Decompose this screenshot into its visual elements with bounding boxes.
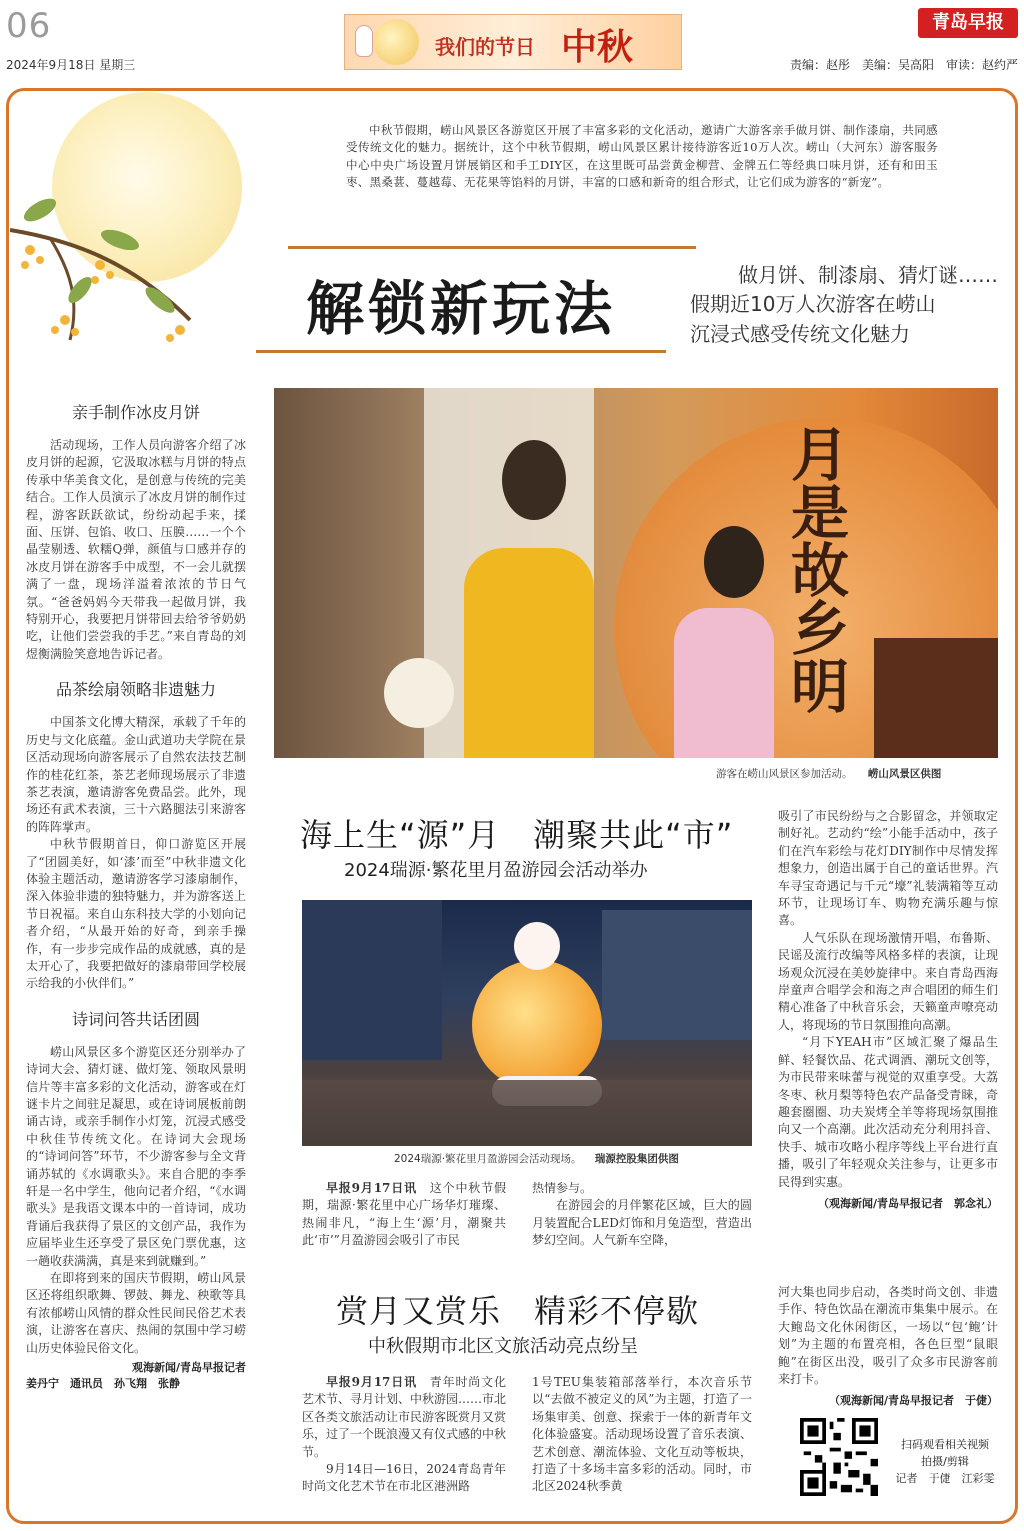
section-heading-tea-fan: 品茶绘扇领略非遗魅力 [55, 680, 216, 700]
title-rule-top [288, 246, 696, 249]
article2-text-3b: 人气乐队在现场激情开唱，布鲁斯、民谣及流行改编等风格多样的表演，让现场观众沉浸在美妙旋律中。来自青岛西海岸童声合唱学会和海之声合唱团的师生们精心准备了中秋音乐会，天籁童声嘹亮动人，将现场的节日氛围推向高潮。 [778, 930, 998, 1032]
article2-text-1: 这个中秋节假期，瑞源·繁花里中心广场华灯璀璨、热闹非凡，“海上生‘源’月，潮聚共此‘市’”月盈游园会吸引了市民 [302, 1181, 506, 1248]
article2-photo-caption-text: 2024瑞源·繁花里月盈游园会活动现场。 [394, 1153, 582, 1165]
article2-credit: （观海新闻/青岛早报记者 郭念礼） [817, 1196, 998, 1210]
article3-title: 赏月又赏乐 精彩不停歇 [336, 1292, 700, 1330]
left-column [26, 400, 246, 1391]
left-credit-line-2: 姜丹宁 通讯员 孙飞翔 张静 [26, 1377, 180, 1391]
rabbit-figure [514, 922, 560, 970]
lead-intro: 中秋节假期，崂山风景区各游览区开展了丰富多彩的文化活动，邀请广大游客亲手做月饼、制作漆扇，共同感受传统文化的魅力。据统计，这个中秋节假期，崂山风景区累计接待游客近10万人次。崂山（大河东）游客服务中心中央广场设置月饼展销区和手工DIY区，在这里既可品尝黄金柳营、金牌五仁等经典口味月饼，还有和田玉枣、黑桑葚、蔓越莓、无花果等馅料的月饼，丰富的口感和新奇的组合形式，让它们成为游客的“新宠”。 [346, 123, 938, 189]
headline-sub-2: 假期近10万人次游客在崂山 [690, 292, 936, 316]
title-rule-bottom [256, 350, 666, 353]
article2-col-3 [778, 808, 998, 1212]
article3-col-1 [302, 1374, 506, 1496]
article2-col-2 [532, 1180, 752, 1250]
section-heading-poetry: 诗词问答共话团圆 [71, 1009, 200, 1029]
article3-text-3: 河大集也同步启动，各类时尚文创、非遗手作、特色饮品在潮流市集集中展示。在大鲍岛文化休闲街区，一场以“包‘鲍’计划”为主题的布置亮相，各色巨型“鼠眼鲍”在街区出没，吸引了众多市民游客前来打卡。 [778, 1285, 998, 1387]
moon-icon [373, 19, 419, 65]
article2-photo-caption [394, 1151, 679, 1166]
article3-text-2: 1号TEU集装箱部落举行，本次音乐节以“去做不被定义的风”为主题，打造了一场集审美、创意、探索于一体的新青年文化体验盛宴。活动现场设置了音乐表演、艺术创意、潮流体验、文化互动等板块，打造了十多场丰富多彩的活动。同时，市北区2024秋季黄 [532, 1375, 752, 1494]
lead-photo [274, 388, 998, 758]
article2-text-2a: 热情参与。 [532, 1181, 593, 1195]
section-text-poetry: 崂山风景区多个游览区还分别举办了诗词大会、猜灯谜、做灯笼、领取风景明信片等丰富多彩的文化活动，游客或在灯谜卡片之间驻足凝思，或在诗词展板前朗诵古诗，或亲手制作小灯笼，沉浸式感受中秋佳节传统文化。在诗词大会现场的“诗词问答”环节，不少游客参与全文背诵苏轼的《水调歌头》。来自合肥的李季轩是一名中学生，他向记者介绍，“《水调歌头》是我语文课本中的一首诗词，成功背诵后我获得了景区的文创产品，我作为应届毕业生还享受了景区免门票优惠，这一趟收获满满，真是来到就赚到。” [26, 1044, 246, 1268]
article2-col-1 [302, 1180, 506, 1250]
qr-caption-line-1: 扫码观看相关视频 [901, 1438, 989, 1451]
page-number: 06 [6, 6, 52, 46]
qr-caption-line-2: 拍摄/剪辑 [921, 1455, 969, 1468]
qr-caption [888, 1436, 1002, 1487]
giant-moon-lantern [472, 960, 602, 1090]
child-yellow-head [502, 440, 566, 520]
qr-caption-line-3: 记者 于倢 江彩雯 [895, 1472, 995, 1485]
crowd [302, 1080, 752, 1146]
article3-subtitle: 中秋假期市北区文旅活动亮点纷呈 [368, 1336, 638, 1357]
article2-text-3a: 吸引了市民纷纷与之合影留念，并领取定制好礼。艺动约“绘”小能手活动中，孩子们在汽车彩绘与花灯DIY制作中尽情发挥想象力，创造出属于自己的童话世界。汽车寻宝奇遇记与千元“壕”礼装满箱等互动环节，让现场订车、购物充满乐趣与惊喜。 [778, 809, 998, 928]
paper-lantern [384, 658, 454, 728]
article2-text-3c: “月下YEAH市”区域汇聚了爆品生鲜、轻餐饮品、花式调酒、潮玩文创等，为市民带来味蕾与视觉的双重享受。大荔冬枣、秋月梨等特色农产品备受青睐，奇趣套圈圈、功夫炭烤全羊等将现场氛围推向又一个高潮。此次活动充分利用抖音、快手、城市攻略小程序等线上平台进行直播，吸引了年轻观众关注参与，让更多市民得到实惠。 [778, 1035, 998, 1189]
section-text-tea: 中国茶文化博大精深，承载了千年的历史与文化底蕴。金山武道功夫学院在景区活动现场向游客展示了自然农法技艺制作的桂花红茶，茶艺老师现场展示了非遗茶艺表演，邀请游客免费品尝。此外，现场还有武术表演，三十六路腿法引来游客的阵阵掌声。 [26, 715, 246, 834]
festival-banner [344, 14, 682, 70]
section-text-holiday: 在即将到来的国庆节假期，崂山风景区还将组织歌舞、锣鼓、舞龙、秧歌等具有浓郁崂山风情的群众性民间民俗艺术表演，让游客在喜庆、热闹的氛围中学习崂山历史体验民俗文化。 [26, 1271, 246, 1355]
article3-text-1a: 青年时尚文化艺术节、寻月计划、中秋游园……市北区各类文旅活动让市民游客既赏月又赏乐，过了一个既浪漫又有仪式感的中秋节。 [302, 1375, 507, 1459]
newspaper-logo: 青岛早报 [918, 8, 1018, 38]
banner-text: 我们的节日 [435, 35, 535, 59]
headline-sub-3: 沉浸式感受传统文化魅力 [690, 322, 910, 346]
building-right [602, 910, 752, 1040]
article2-subtitle: 2024瑞源·繁花里月盈游园会活动举办 [344, 860, 648, 881]
lead-photo-credit: 崂山风景区供图 [867, 768, 942, 780]
editor-credits: 责编：赵彤 美编：吴高阳 审读：赵约严 [789, 58, 1018, 72]
article3-dateline: 早报9月17日讯 [326, 1375, 417, 1389]
article3-text-1b: 9月14日—16日，2024青岛青年时尚文化艺术节在市北区港洲路 [302, 1462, 506, 1494]
lead-photo-caption [716, 766, 941, 781]
article2-title: 海上生“源”月 潮聚共此“市” [300, 816, 734, 854]
article2-dateline: 早报9月17日讯 [326, 1181, 417, 1195]
main-headline: 解锁新玩法 [306, 275, 617, 343]
left-credit-line-1: 观海新闻/青岛早报记者 [131, 1361, 246, 1375]
osmanthus-branch-image [10, 170, 270, 350]
section-text-fan: 中秋节假期首日，仰口游览区开展了“团圆美好，如‘漆’而至”中秋非遗文化体验主题活动，邀请游客学习漆扇制作，深入体验非遗的独特魅力，并为游客送上节日祝福。来自山东科技大学的小划向记者介绍，“从最开始的好奇，到亲手操作，有一步步完成作品的成就感，真的是太开心了，我要把做好的漆扇带回学校展示给我的小伙伴们。” [26, 837, 246, 991]
article3-credit: （观海新闻/青岛早报记者 于倢） [828, 1394, 998, 1408]
building-left [302, 900, 442, 1060]
banner-big-text: 中秋 [561, 26, 634, 68]
rabbit-icon [355, 25, 373, 57]
headline-sub-1: 做月饼、制漆扇、猜灯谜…… [738, 263, 998, 287]
photo-calligraphy-sign: 月是故乡明 [781, 424, 849, 714]
section-text-mooncake: 活动现场，工作人员向游客介绍了冰皮月饼的起源，它汲取冰糕与月饼的特点传承中华美食文化，是创意与传统的完美结合。工作人员演示了冰皮月饼的制作过程，游客跃跃欲试，纷纷动起手来，揉面、压饼、包馅、收口、压膜……一个个晶莹剔透、软糯Q弹，颜值与口感并存的冰皮月饼在游客手中成型，不一会儿就摆满了一盘，现场洋溢着浓浓的节日气氛。“爸爸妈妈今天带我一起做月饼，我特别开心，我要把月饼带回去给爷爷奶奶吃，让他们尝尝我的手艺。”来自青岛的刘煜衡满脸笑意地告诉记者。 [26, 438, 246, 661]
section-heading-mooncake: 亲手制作冰皮月饼 [71, 403, 200, 422]
issue-date: 2024年9月18日 星期三 [6, 58, 136, 72]
wooden-table [874, 638, 998, 758]
article3-col-3 [778, 1284, 998, 1410]
child-yellow-shirt [464, 548, 594, 758]
lead-photo-caption-text: 游客在崂山风景区参加活动。 [716, 768, 853, 780]
article2-text-2b: 在游园会的月伴繁花区域，巨大的圆月装置配合LED灯饰和月兔造型，营造出梦幻空间。人气新车空降， [532, 1198, 752, 1248]
article2-photo [302, 900, 752, 1146]
qr-code-image[interactable] [800, 1418, 878, 1496]
article3-col-2 [532, 1374, 752, 1496]
article2-photo-credit: 瑞源控股集团供图 [594, 1153, 679, 1165]
